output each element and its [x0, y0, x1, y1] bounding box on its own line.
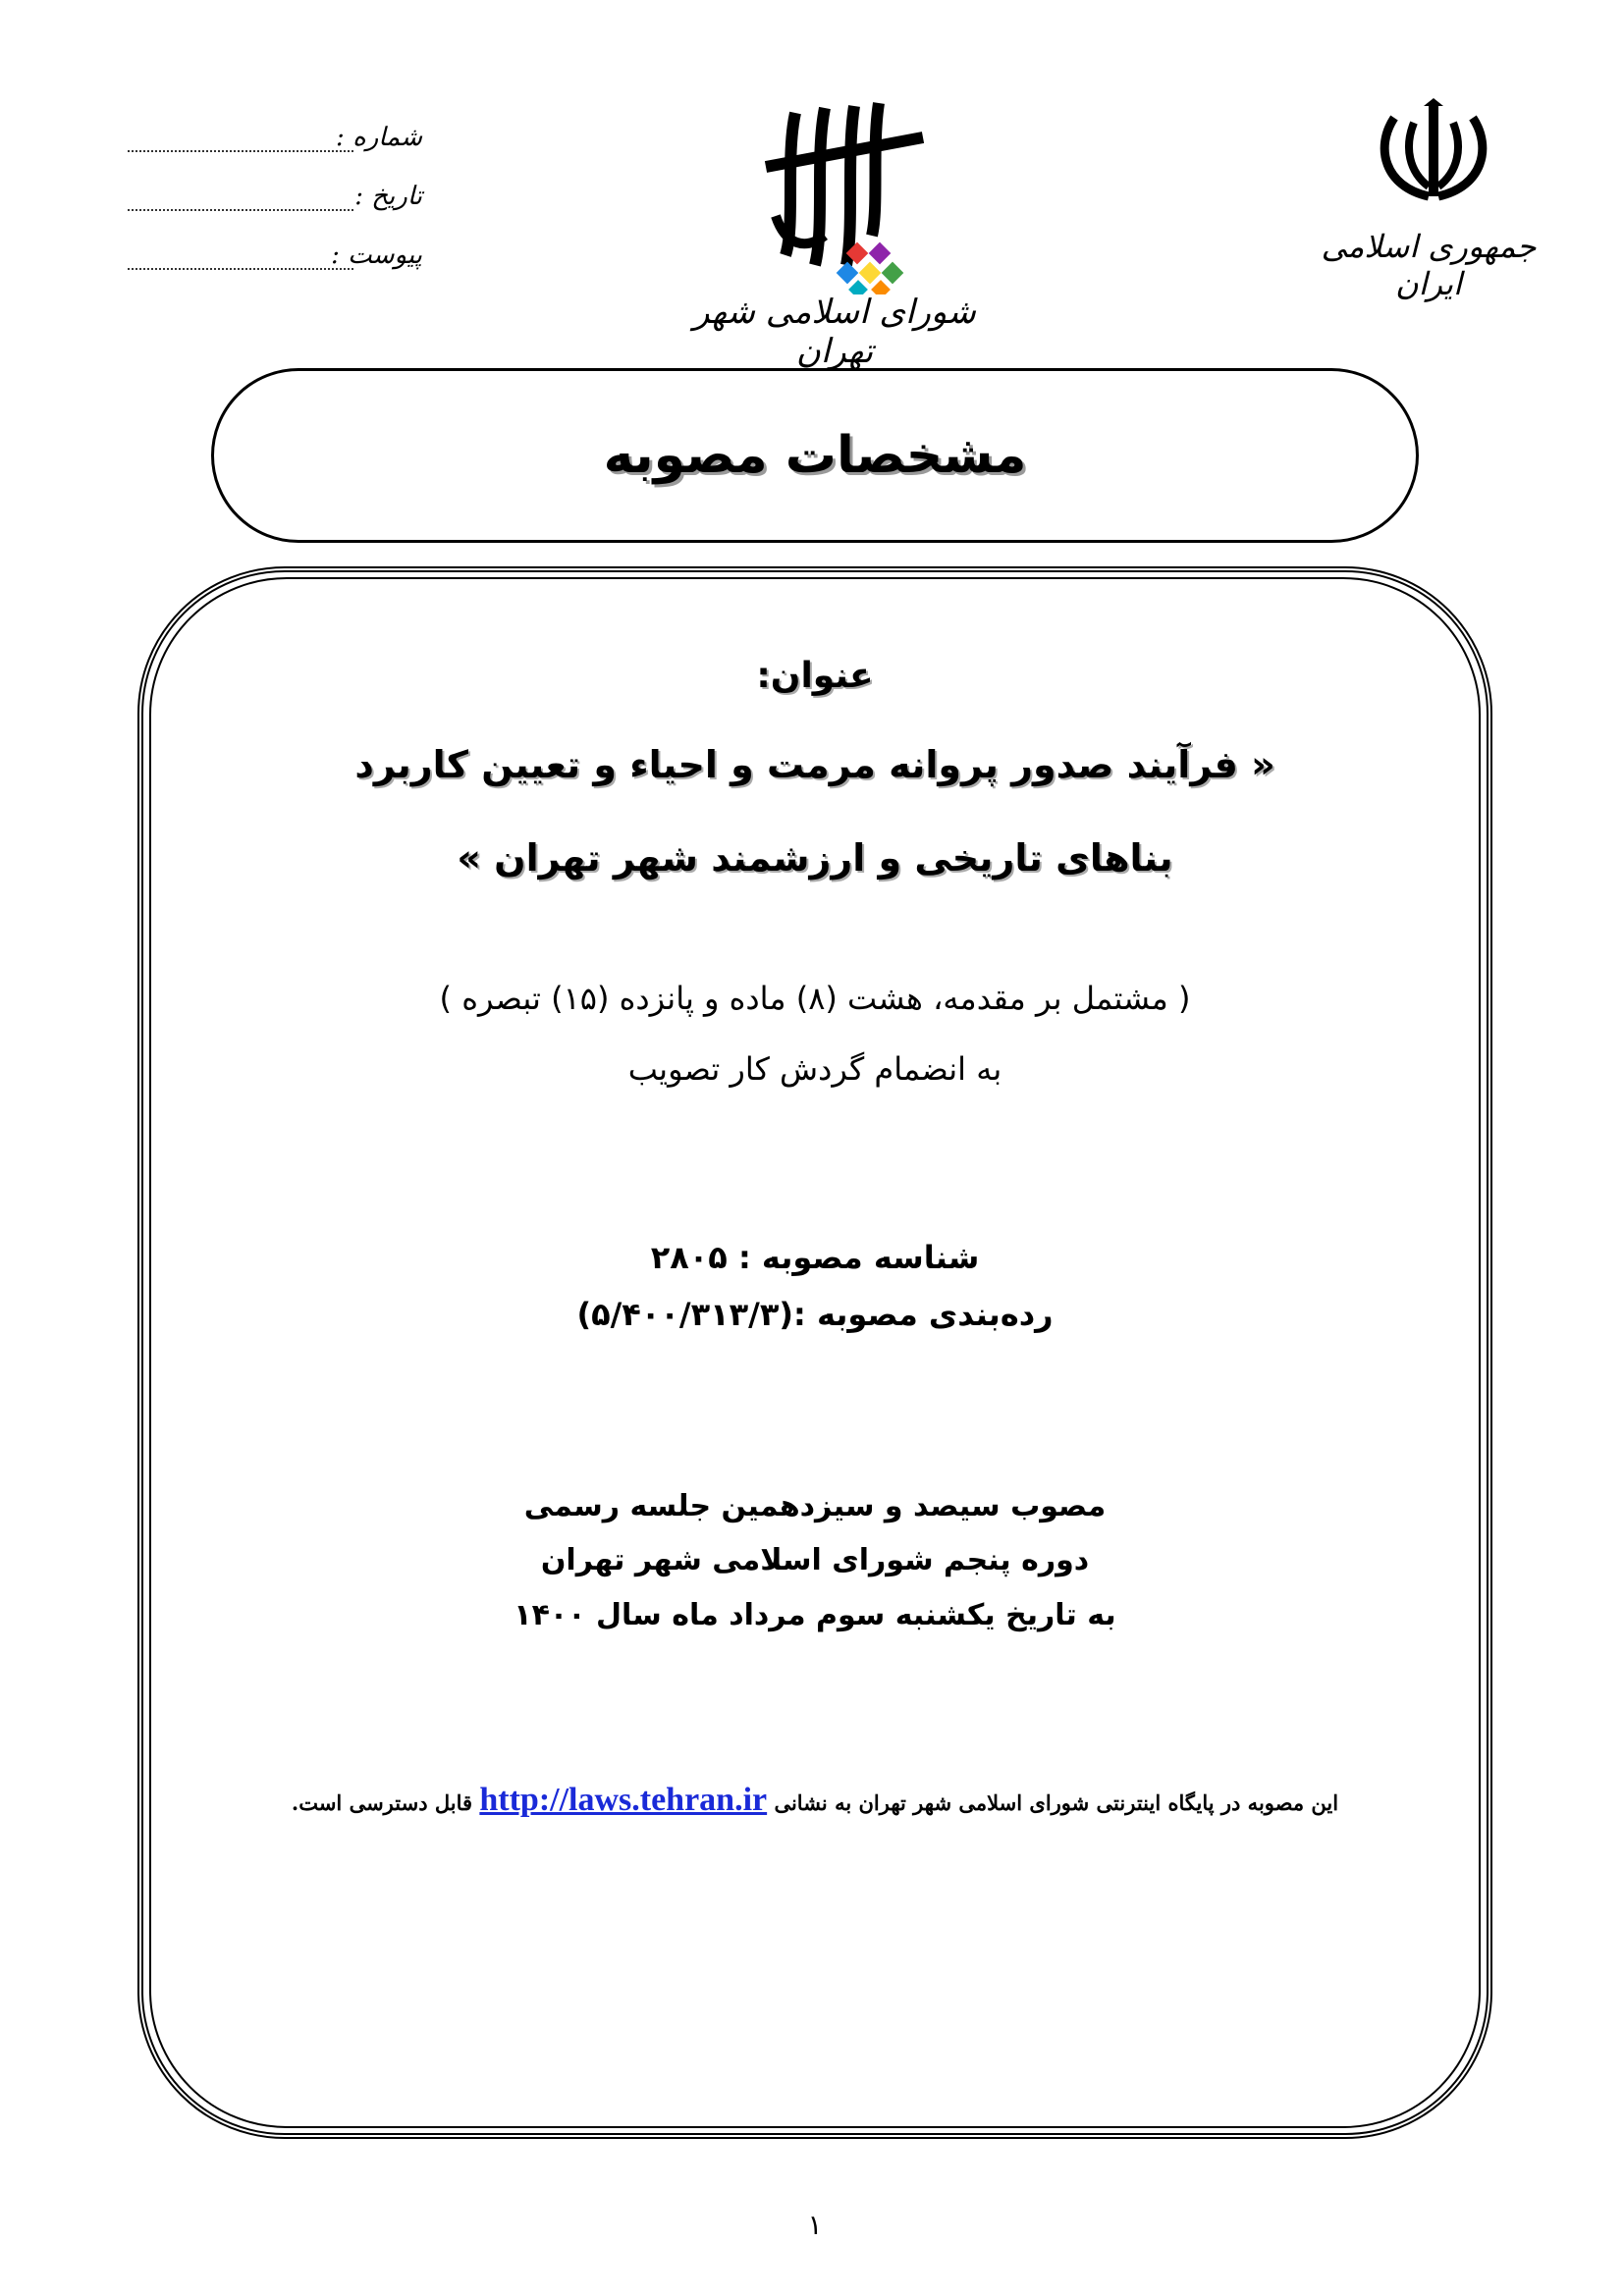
council-caption: شورای اسلامی شهر تهران	[693, 293, 976, 371]
iran-emblem-icon	[1375, 98, 1492, 206]
subject-line-1: « فرآیند صدور پروانه مرمت و احیاء و تعیین کاربرد	[354, 743, 1275, 786]
notice-text-before: این مصوبه در پایگاه اینترنتی شورای اسلامی شهر تهران به نشانی	[774, 1790, 1339, 1815]
title-box	[211, 368, 1419, 543]
resolution-id: شناسه مصوبه : ۲۸۰۵	[650, 1239, 980, 1276]
meta-dotted-line	[128, 150, 353, 152]
content-frame-inner	[149, 577, 1481, 2128]
emblem-caption: جمهوری اسلامی ایران	[1321, 228, 1537, 302]
meta-row-date	[128, 182, 422, 240]
meta-dotted-line	[128, 268, 353, 270]
notice-text-after: قابل دسترسی است.	[291, 1790, 473, 1815]
availability-notice	[157, 1782, 1473, 1819]
subject-heading: عنوان:	[756, 656, 874, 696]
approval-line-2: دوره پنجم شورای اسلامی شهر تهران	[540, 1543, 1090, 1577]
approval-line-1: مصوب سیصد و سیزدهمین جلسه رسمی	[523, 1489, 1107, 1523]
reference-fields	[128, 123, 422, 299]
meta-label-date: تاریخ :	[354, 182, 422, 211]
laws-website-link[interactable]: http://laws.tehran.ir	[479, 1782, 768, 1818]
classification-code: رده‌بندی مصوبه :(۵/۴۰۰/۳۱۳/۳)	[576, 1296, 1054, 1333]
meta-row-attachment	[128, 240, 422, 299]
inclusion-line-1: ( مشتمل بر مقدمه، هشت (۸) ماده و پانزده (۱۵) تبصره )	[439, 980, 1191, 1017]
meta-label-number: شماره :	[336, 123, 422, 152]
page-number: ۱	[807, 2209, 823, 2241]
approval-line-3: به تاریخ یکشنبه سوم مرداد ماه سال ۱۴۰۰	[514, 1598, 1116, 1632]
meta-row-number	[128, 123, 422, 182]
tehran-council-logo-icon	[756, 98, 933, 294]
page-title: مشخصات مصوبه	[603, 426, 1027, 485]
inclusion-line-2: به انضمام گردش کار تصویب	[627, 1050, 1002, 1088]
subject-line-2: بناهای تاریخی و ارزشمند شهر تهران »	[457, 836, 1173, 880]
meta-dotted-line	[128, 209, 353, 211]
meta-label-attachment: پیوست :	[331, 240, 422, 270]
